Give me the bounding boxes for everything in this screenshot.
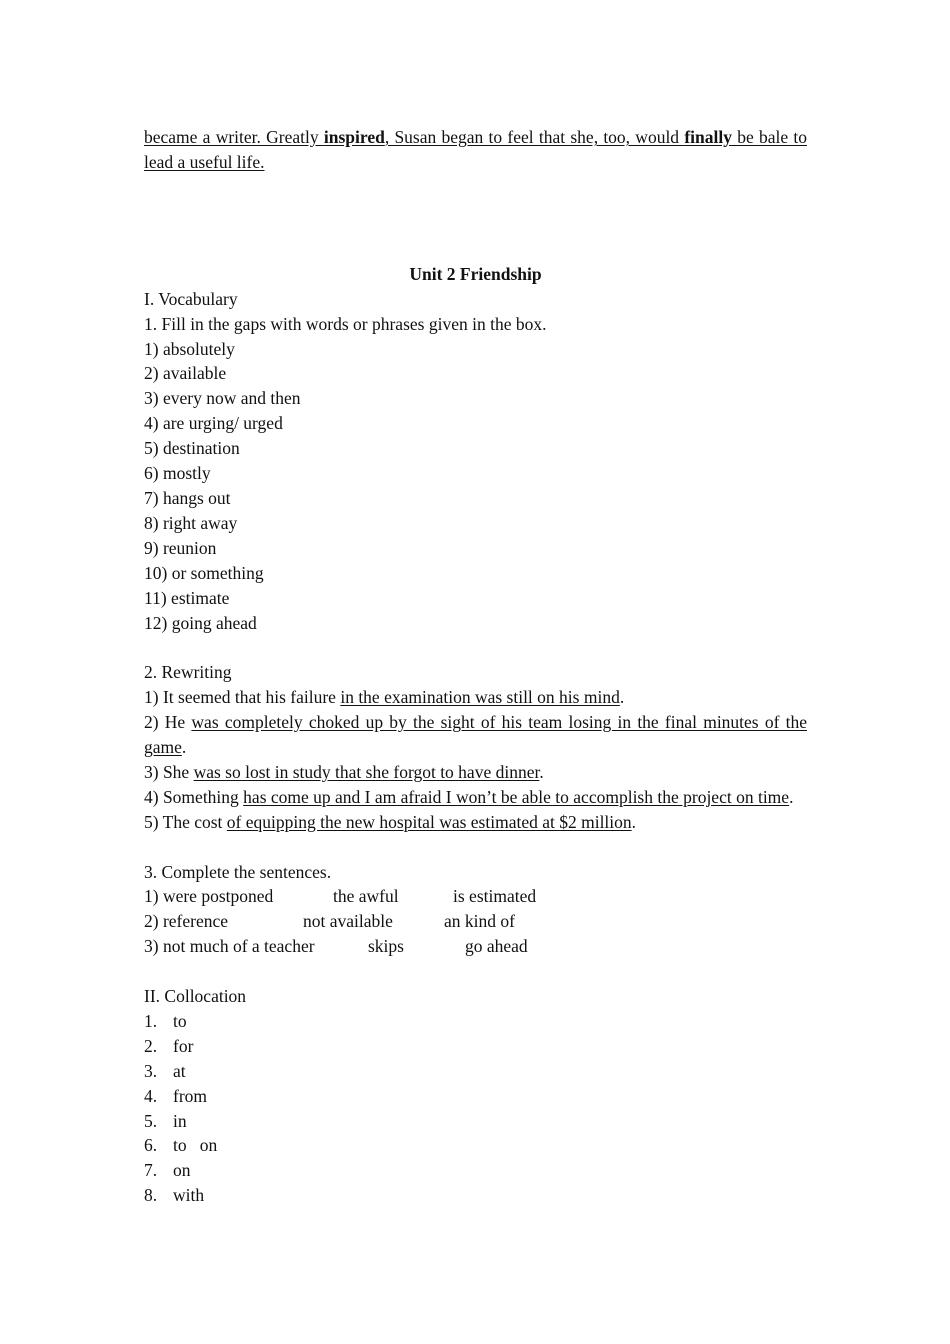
item-number: 5. bbox=[144, 1110, 158, 1131]
list-item bbox=[144, 1059, 807, 1084]
item-number: 3. bbox=[144, 1060, 158, 1081]
vocabulary-heading: I. Vocabulary bbox=[144, 288, 238, 309]
list-item: 10) or something bbox=[144, 562, 264, 583]
item-number: 7. bbox=[144, 1160, 158, 1181]
item-text: from bbox=[173, 1085, 208, 1106]
list-item: 3) every now and then bbox=[144, 388, 301, 409]
rewriting-suffix: . bbox=[181, 737, 187, 758]
list-item bbox=[144, 1133, 807, 1158]
list-item bbox=[144, 1183, 807, 1208]
item-number: 6. bbox=[144, 1135, 158, 1156]
item-text: for bbox=[173, 1035, 194, 1056]
complete-row-1 bbox=[144, 884, 807, 909]
complete-cell: 3) not much of a teacher bbox=[144, 936, 315, 957]
rewriting-suffix: . bbox=[539, 761, 544, 782]
intro-text-3: be bale to lead a useful life. bbox=[144, 127, 807, 172]
list-item: 9) reunion bbox=[144, 537, 217, 558]
complete-cell: an kind of bbox=[444, 911, 515, 932]
collocation-heading: II. Collocation bbox=[144, 986, 247, 1007]
list-item: 6) mostly bbox=[144, 463, 211, 484]
item-text: at bbox=[173, 1060, 186, 1081]
complete-row-3 bbox=[144, 934, 807, 959]
intro-bold-finally: finally bbox=[684, 127, 732, 147]
complete-cell: 2) reference bbox=[144, 911, 229, 932]
list-item: 2) available bbox=[144, 363, 227, 384]
item-text: on bbox=[173, 1160, 191, 1181]
list-item: 1) absolutely bbox=[144, 338, 235, 359]
item-text: with bbox=[173, 1185, 205, 1206]
rewriting-list bbox=[144, 685, 807, 834]
intro-bold-inspired: inspired bbox=[323, 127, 385, 147]
complete-answer-grid bbox=[144, 884, 807, 959]
list-item: 5) destination bbox=[144, 438, 240, 459]
item-text: in bbox=[173, 1110, 187, 1131]
list-item: 4) are urging/ urged bbox=[144, 413, 283, 434]
complete-cell: 1) were postponed bbox=[144, 886, 274, 907]
unit-title: Unit 2 Friendship bbox=[409, 263, 542, 284]
blank-line bbox=[144, 835, 807, 860]
complete-row-2 bbox=[144, 909, 807, 934]
item-text: to on bbox=[173, 1135, 218, 1156]
list-item bbox=[144, 1009, 807, 1034]
list-item bbox=[144, 1158, 807, 1183]
rewriting-answer: has come up and I am afraid I won’t be able to accomplish the project on time bbox=[243, 786, 790, 807]
collocation-list bbox=[144, 1009, 807, 1208]
complete-cell: not available bbox=[303, 911, 393, 932]
rewriting-item-5 bbox=[144, 810, 807, 835]
intro-paragraph bbox=[144, 125, 807, 175]
complete-cell: go ahead bbox=[465, 936, 528, 957]
rewriting-item-2 bbox=[144, 710, 807, 760]
spacer bbox=[144, 175, 807, 262]
rewriting-item-3 bbox=[144, 760, 807, 785]
vocabulary-task-1: 1. Fill in the gaps with words or phrases given in the box. bbox=[144, 313, 547, 334]
rewriting-prefix: 1) It seemed that his failure bbox=[144, 687, 341, 708]
rewriting-prefix: 3) She bbox=[144, 761, 194, 782]
document-page bbox=[144, 125, 807, 1208]
list-item bbox=[144, 1109, 807, 1134]
list-item: 8) right away bbox=[144, 512, 238, 533]
blank-line bbox=[144, 959, 807, 984]
item-text: to bbox=[173, 1010, 187, 1031]
item-number: 8. bbox=[144, 1185, 158, 1206]
item-number: 1. bbox=[144, 1010, 158, 1031]
rewriting-item-1 bbox=[144, 685, 807, 710]
list-item: 12) going ahead bbox=[144, 612, 257, 633]
list-item: 7) hangs out bbox=[144, 487, 231, 508]
vocabulary-answer-list bbox=[144, 337, 807, 636]
rewriting-answer: of equipping the new hospital was estimated at $2 million bbox=[226, 811, 632, 832]
rewriting-answer: was so lost in study that she forgot to have dinner bbox=[193, 761, 540, 782]
blank-line bbox=[144, 635, 807, 660]
complete-cell: skips bbox=[368, 936, 404, 957]
rewriting-suffix: . bbox=[631, 811, 637, 832]
item-number: 4. bbox=[144, 1085, 158, 1106]
rewriting-answer: in the examination was still on his mind bbox=[340, 687, 620, 708]
rewriting-prefix: 4) Something bbox=[144, 786, 244, 807]
intro-text-1: became a writer. Greatly bbox=[144, 127, 324, 147]
complete-heading: 3. Complete the sentences. bbox=[144, 861, 332, 882]
item-number: 2. bbox=[144, 1035, 158, 1056]
rewriting-suffix: . bbox=[789, 786, 794, 807]
rewriting-item-4 bbox=[144, 785, 807, 810]
complete-cell: is estimated bbox=[453, 886, 537, 907]
list-item bbox=[144, 1084, 807, 1109]
rewriting-prefix: 5) The cost bbox=[144, 811, 227, 832]
rewriting-heading: 2. Rewriting bbox=[144, 662, 232, 683]
rewriting-suffix: . bbox=[619, 687, 625, 708]
rewriting-prefix: 2) He bbox=[144, 712, 192, 733]
intro-text-2: , Susan began to feel that she, too, would bbox=[384, 127, 685, 147]
complete-cell: the awful bbox=[333, 886, 399, 907]
rewriting-answer: was completely choked up by the sight of his team losing in the final minutes of the game bbox=[144, 712, 808, 758]
list-item: 11) estimate bbox=[144, 587, 230, 608]
list-item bbox=[144, 1034, 807, 1059]
